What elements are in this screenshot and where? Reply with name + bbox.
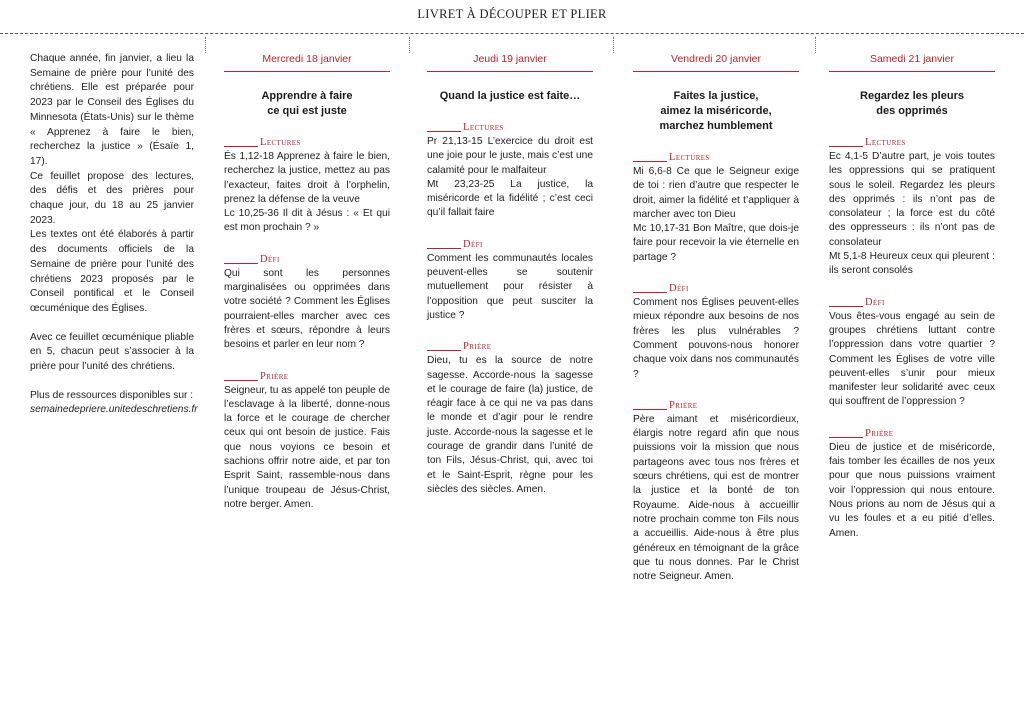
day-title: Faites la justice, aimez la miséricorde, marchez humblement	[659, 90, 773, 132]
day-divider	[633, 71, 799, 72]
day-label: Jeudi 19 janvier	[473, 53, 547, 65]
day-title: Apprendre à faire ce qui est juste	[261, 90, 353, 117]
defi-text: Qui sont les personnes marginalisées ou opprimées dans votre société ? Comment les Églises pourraient-elles marcher avec ces frères et sœurs, répondre à leurs besoins et parler en leur nom ?	[224, 267, 390, 351]
resources-link[interactable]: semainedepriere.unitedeschretiens.fr	[30, 404, 198, 416]
cut-line	[0, 33, 1024, 34]
section-heading-lectures: Lectures	[633, 151, 799, 165]
day-panel-samedi	[829, 52, 995, 541]
fold-line	[205, 37, 206, 53]
booklet-title: LIVRET À DÉCOUPER ET PLIER	[417, 7, 607, 21]
lectures-text: Pr 21,13-15 L’exercice du droit est une joie pour le juste, mais c’est une calamité pour le malfaiteur Mt 23,23-25 La justice, la miséricorde et la fidélité ; c’est ceci qu’il fallait faire	[427, 136, 593, 219]
section-heading-lectures: Lectures	[829, 136, 995, 150]
defi-text: Vous êtes-vous engagé au sein de groupes chrétiens luttant contre l’oppression dans votre quartier ? Comment les Églises de votre ville peuvent-elles s’unir pour mieux manifester leur solidarité avec ceux qui souffrent de l’oppression ?	[829, 310, 995, 408]
fold-line	[409, 37, 410, 53]
day-divider	[224, 71, 390, 72]
section-heading-lectures: Lectures	[427, 121, 593, 135]
fold-line	[815, 37, 816, 53]
priere-text: Dieu, tu es la source de notre sagesse. Accorde-nous la sagesse et le courage de faire (la) justice, de réagir face à ce qui ne va pas dans le monde et d’agir pour le rendre juste. Accorde-nous la sagesse et le courage de grandir dans l’unité de ton Fils, Jésus-Christ, qui, avec toi et le Saint-Esprit, règne pour les siècles des siècles. Amen.	[427, 355, 593, 495]
section-heading-priere: Prière	[829, 427, 995, 441]
intro-panel	[30, 52, 198, 418]
day-label: Vendredi 20 janvier	[671, 53, 761, 65]
intro-paragraph: Avec ce feuillet œcuménique pliable en 5, chacun peut s’associer à la prière pour l’unité des chrétiens.	[30, 331, 194, 373]
day-panel-mercredi	[224, 52, 390, 512]
day-divider	[427, 71, 593, 72]
lectures-text: Ec 4,1-5 D’autre part, je vois toutes les oppressions qui se pratiquent sous le soleil. Regardez les pleurs des opprimés : ils n’ont pas de consolateur ; la force est du côté des oppresseurs : ils n’ont pas de consolateur Mt 5,1-8 Heureux ceux qui pleurent : ils seront consolés	[829, 151, 995, 277]
priere-text: Père aimant et miséricordieux, élargis notre regard afin que nous puissions voir la mission que nous partageons avec tous nos frères et sœurs chrétiens, qui est de montrer la justice et la bonté de ton Royaume. Aide-nous à accueillir notre prochain comme ton Fils nous a accueillis. Aide-nous à être plus généreux en témoignant de la grâce que tu nous donnes. Par le Christ notre Seigneur. Amen.	[633, 413, 799, 583]
section-heading-defi: Défi	[829, 296, 995, 310]
priere-text: Seigneur, tu as appelé ton peuple de l’esclavage à la liberté, donne-nous la force et le courage de chercher ceux qui ont besoin de justice. Fais que nous voyions ce besoin et sachions offrir notre aide, et par ton Esprit Saint, rassemble-nous dans l’unique troupeau de Jésus-Christ, notre berger. Amen.	[224, 384, 390, 510]
day-panel-jeudi	[427, 52, 593, 497]
intro-paragraph: Plus de ressources disponibles sur :	[30, 389, 194, 401]
day-title: Quand la justice est faite…	[439, 90, 581, 102]
lectures-text: És 1,12-18 Apprenez à faire le bien, recherchez la justice, mettez au pas l’exacteur, faites droit à l’orphelin, prenez la défense de la veuve Lc 10,25-36 Il dit à Jésus : « Et qui est mon prochain ? »	[224, 151, 390, 234]
section-heading-priere: Prière	[633, 399, 799, 413]
lectures-text: Mi 6,6-8 Ce que le Seigneur exige de toi : rien d’autre que respecter le droit, aimer la fidélité et t’appliquer à marcher avec ton Dieu Mc 10,17-31 Bon Maître, que dois-je faire pour recevoir la vie éternelle en partage ?	[633, 166, 799, 263]
section-heading-lectures: Lectures	[224, 136, 390, 150]
section-heading-defi: Défi	[427, 238, 593, 252]
section-heading-defi: Défi	[633, 282, 799, 296]
day-title: Regardez les pleurs des opprimés	[860, 90, 964, 117]
intro-paragraph: Chaque année, fin janvier, a lieu la Semaine de prière pour l’unité des chrétiens. Elle est préparée pour 2023 par le Conseil des Églises du Minnesota (États-Unis) sur le thème « Apprenez à faire le bien, recherchez la justice » (Ésaïe 1, 17).	[30, 53, 194, 167]
section-heading-defi: Défi	[224, 253, 390, 267]
intro-paragraph: Les textes ont été élaborés à partir des documents officiels de la Semaine de prière pour l’unité des chrétiens 2023 proposés par le Conseil pontifical et le Conseil œcuménique des Églises.	[30, 229, 194, 314]
fold-line	[613, 37, 614, 53]
intro-paragraph: Ce feuillet propose des lectures, des défis et des prières pour chaque jour, du 18 au 25 janvier 2023.	[30, 170, 194, 226]
day-divider	[829, 71, 995, 72]
day-panel-vendredi	[633, 52, 799, 584]
priere-text: Dieu de justice et de miséricorde, fais tomber les écailles de nos yeux pour que nous puissions vraiment voir l’oppression qui nous entoure. Nous prions au nom de Jésus qui a vu les foules et a eu pitié d’elles. Amen.	[829, 441, 995, 539]
defi-text: Comment nos Églises peuvent-elles mieux répondre aux besoins de nos frères les plus vulnérables ? Comment pouvons-nous honorer chaque voix dans nos communautés ?	[633, 297, 799, 380]
defi-text: Comment les communautés locales peuvent-elles se soutenir mutuellement pour résister à l’opposition que peut susciter la justice ?	[427, 252, 593, 321]
section-heading-priere: Prière	[224, 370, 390, 384]
section-heading-priere: Prière	[427, 340, 593, 354]
day-label: Mercredi 18 janvier	[262, 53, 352, 65]
day-label: Samedi 21 janvier	[869, 53, 955, 65]
